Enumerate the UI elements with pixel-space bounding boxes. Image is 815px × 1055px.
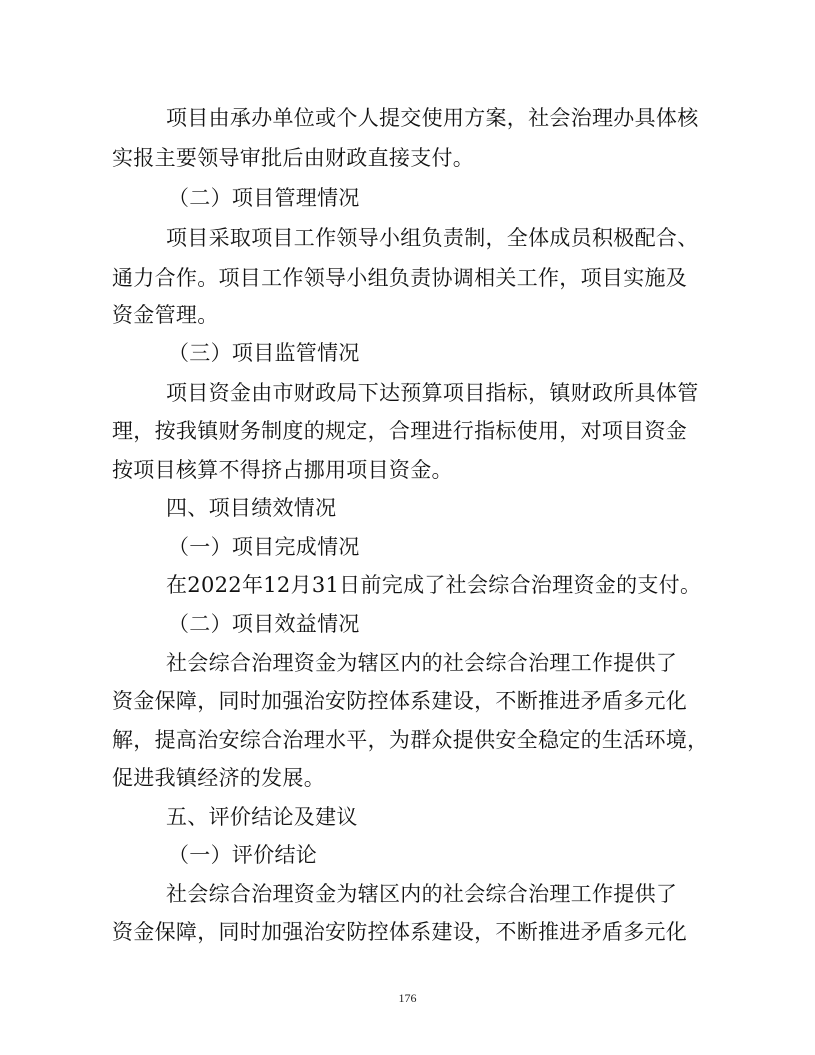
section-heading: 五、评价结论及建议 bbox=[166, 805, 358, 829]
paragraph-line: 按项目核算不得挤占挪用项目资金。 bbox=[112, 458, 453, 482]
paragraph-line: 社会综合治理资金为辖区内的社会综合治理工作提供了 bbox=[166, 651, 678, 675]
paragraph-line: 促进我镇经济的发展。 bbox=[112, 766, 325, 790]
paragraph-line: 项目采取项目工作领导小组负责制，全体成员积极配合、 bbox=[166, 226, 699, 250]
paragraph-line: 资金管理。 bbox=[112, 303, 219, 327]
paragraph-line: 理，按我镇财务制度的规定，合理进行指标使用，对项目资金 bbox=[112, 419, 688, 443]
paragraph-line: 解，提高治安综合治理水平，为群众提供安全稳定的生活环境， bbox=[112, 728, 709, 752]
paragraph-line: 资金保障，同时加强治安防控体系建设，不断推进矛盾多元化 bbox=[112, 920, 688, 944]
section-heading: （二）项目效益情况 bbox=[168, 612, 360, 636]
page-number: 176 bbox=[398, 991, 417, 1005]
paragraph-line: 项目由承办单位或个人提交使用方案，社会治理办具体核 bbox=[166, 106, 699, 130]
paragraph-line: 通力合作。项目工作领导小组负责协调相关工作，项目实施及 bbox=[112, 266, 688, 290]
paragraph-line: 社会综合治理资金为辖区内的社会综合治理工作提供了 bbox=[166, 882, 678, 906]
section-heading: （三）项目监管情况 bbox=[168, 341, 360, 365]
paragraph-line: 资金保障，同时加强治安防控体系建设，不断推进矛盾多元化 bbox=[112, 689, 688, 713]
section-heading: 四、项目绩效情况 bbox=[166, 496, 337, 520]
section-heading: （一）评价结论 bbox=[168, 843, 318, 867]
section-heading: （一）项目完成情况 bbox=[168, 535, 360, 559]
paragraph-line: 项目资金由市财政局下达预算项目指标，镇财政所具体管 bbox=[166, 381, 699, 405]
paragraph-line: 在2022年12月31日前完成了社会综合治理资金的支付。 bbox=[166, 573, 702, 597]
section-heading: （二）项目管理情况 bbox=[168, 186, 360, 210]
paragraph-line: 实报主要领导审批后由财政直接支付。 bbox=[112, 146, 475, 170]
